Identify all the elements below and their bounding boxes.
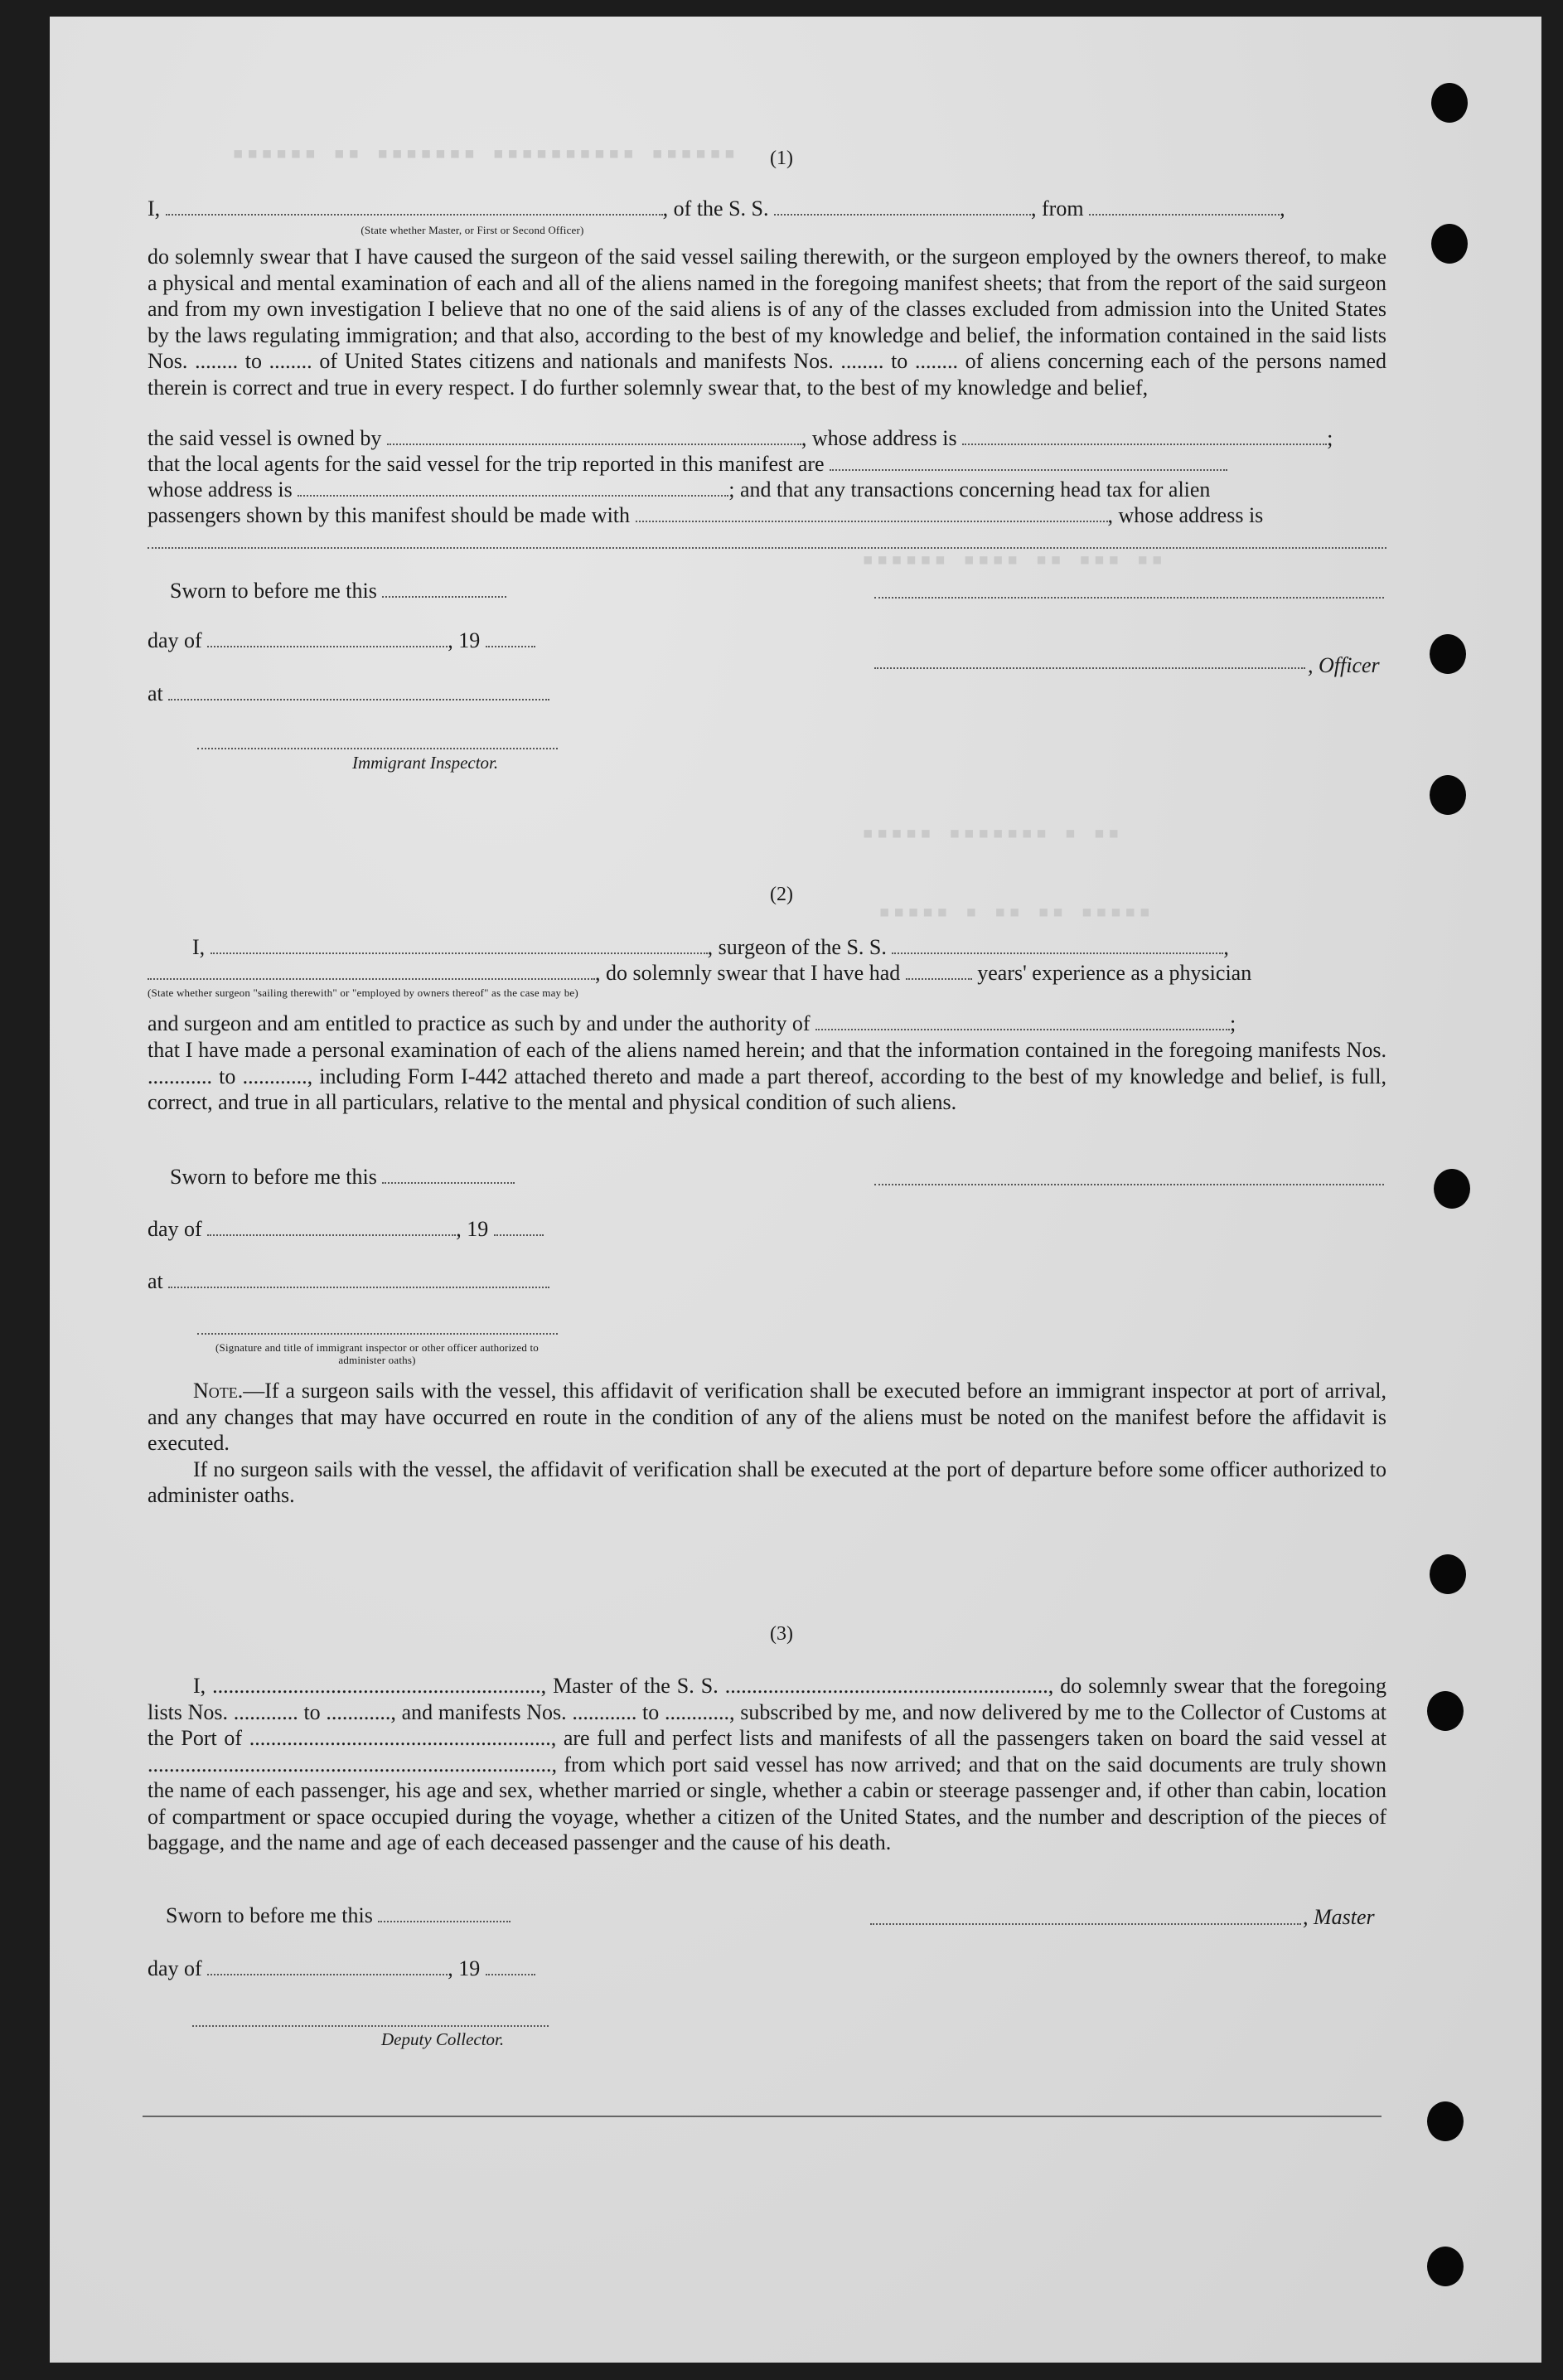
day-of-line-1: day of , 19 — [148, 628, 535, 653]
surgeon-name-line: I, , surgeon of the S. S. , — [192, 935, 1229, 959]
deputy-label: Deputy Collector. — [381, 2029, 505, 2049]
sworn-line-1: Sworn to before me this — [170, 579, 506, 603]
note-block: Note.—If a surgeon sails with the vessel, this affidavit of verification shall be executed before an immigrant inspector at port of arrival, and any changes that may have occurred en route in the condition of any of the aliens must be noted on the manifest before the affidavit is executed. If no surgeon sails with the vessel, the affidavit of verification shall be executed at the port of departure before some officer authorized to administer oaths. — [148, 1379, 1386, 1507]
section-3-heading: (3) — [770, 1623, 793, 1645]
owner-line: the said vessel is owned by , whose address is ; — [148, 426, 1333, 450]
surgeon-type-field[interactable] — [148, 963, 595, 980]
punch-hole — [1430, 775, 1466, 815]
owner-address-field[interactable] — [962, 429, 1327, 445]
signature-caption: (Signature and title of immigrant inspector or other officer authorized to administer oaths) — [215, 1341, 539, 1366]
section-2-body: that I have made a personal examination of each of the aliens named herein; and that the information contained in the foregoing manifests Nos. ............ to ............, including Form I-442 attached thereto and made a part thereof, according to the best of my knowledge and belief, is full, correct, and true in all particulars, relative to the mental and physical condition of such aliens. — [148, 1038, 1386, 1114]
inspector-label: Immigrant Inspector. — [352, 753, 499, 773]
agents-field[interactable] — [830, 454, 1227, 471]
punch-hole — [1427, 2101, 1464, 2141]
years-field[interactable] — [906, 963, 972, 980]
punch-hole — [1434, 1169, 1470, 1209]
officer-caption: (State whether Master, or First or Second Officer) — [361, 224, 584, 236]
authority-line: and surgeon and am entitled to practice as such by and under the authority of ; — [148, 1011, 1236, 1035]
sworn-day-field-3[interactable] — [378, 1906, 511, 1922]
agents-address-line: whose address is ; and that any transactions concerning head tax for alien — [148, 477, 1211, 502]
bleed-through-text: ▪▪▪▪▪▪ ▪▪▪▪ ▪▪ ▪▪▪ ▪▪ — [862, 547, 1166, 570]
officer-name-field[interactable] — [166, 199, 663, 216]
officer-title-line[interactable] — [874, 667, 1305, 669]
owner-field[interactable] — [387, 429, 801, 445]
sworn-day-field-2[interactable] — [382, 1167, 515, 1184]
punch-hole — [1431, 224, 1468, 264]
bleed-through-text: ▪▪▪▪▪ ▪▪▪▪▪▪▪ ▪ ▪▪ — [862, 821, 1123, 844]
section-1-body: do solemnly swear that I have caused the surgeon of the said vessel sailing therewith, or the surgeon employed by the owners thereof, to make a physical and mental examination of each and all of the aliens named in the foregoing manifest sheets; that from the report of the said surgeon and from my own investigation I believe that no one of the said aliens is of any of the classes excluded from admission into the United States by the laws regulating immigration; and that also, according to the best of my knowledge and belief, the information contained in the said lists Nos. ........ to ........ of United States citizens and nationals and manifests Nos. ........ to ........ of aliens concerning each of the persons named therein is correct and true in every respect. I do further solemnly swear that, to the best of my knowledge and belief, — [148, 245, 1386, 400]
month-field-2[interactable] — [207, 1219, 456, 1236]
punch-hole — [1430, 634, 1466, 674]
master-label: , Master — [1303, 1905, 1375, 1929]
agents-address-field[interactable] — [298, 480, 728, 497]
bleed-through-text: ▪▪▪▪▪▪ ▪▪ ▪▪▪▪▪▪▪ ▪▪▪▪▪▪▪▪▪▪ ▪▪▪▪▪▪ — [232, 141, 738, 164]
authority-field[interactable] — [815, 1014, 1230, 1030]
sworn-line-3: Sworn to before me this — [166, 1903, 511, 1928]
officer-label: , Officer — [1308, 653, 1380, 677]
punch-hole — [1427, 2247, 1464, 2286]
punch-hole — [1431, 83, 1468, 123]
place-field-2[interactable] — [168, 1272, 549, 1288]
section-3-body: I, ............................................................., Master of the S. S. ............................................................, do solemnly swear that the foregoing lists Nos. ............ to ............, and manifests Nos. ............ to ............, subscribed by me, and now delivered by me to the Collector of Customs at the Port of ........................................................, are full and perfect lists and manifests of all the passengers taken on board the said vessel at ..........................................................................., from which port said vessel has now arrived; and that on the said documents are truly shown the name of each passenger, his age and sex, whether married or single, whether a cabin or steerage passenger and, if other than cabin, location of compartment or space occupied during the voyage, whether a citizen of the United States, and the number and description of the pieces of baggage, and the name and age of each deceased passenger and the cause of his death. — [148, 1674, 1386, 1854]
punch-hole — [1430, 1554, 1466, 1594]
month-field-1[interactable] — [207, 631, 448, 647]
surgeon-vessel-field[interactable] — [892, 938, 1223, 954]
year-field-1[interactable] — [486, 631, 535, 647]
master-signature-line[interactable] — [870, 1923, 1301, 1925]
surgeon-experience-line: , do solemnly swear that I have had years' experience as a physician — [148, 961, 1251, 986]
surgeon-signature-line[interactable] — [874, 1184, 1384, 1185]
oath-officer-signature-line[interactable] — [197, 1333, 558, 1335]
day-of-line-3: day of , 19 — [148, 1956, 535, 1981]
deputy-signature-line[interactable] — [192, 2025, 549, 2027]
officer-name-line: I, , of the S. S. , from , — [148, 196, 1285, 221]
bottom-rule — [143, 2116, 1382, 2117]
head-tax-contact-field[interactable] — [636, 506, 1108, 522]
at-line-1: at — [148, 681, 549, 706]
inspector-signature-line[interactable] — [197, 748, 558, 749]
place-field-1[interactable] — [168, 684, 549, 700]
vessel-name-field[interactable] — [774, 199, 1031, 216]
bleed-through-text: ▪▪▪▪▪ ▪ ▪▪ ▪▪ ▪▪▪▪▪ — [878, 899, 1154, 923]
section-2-heading: (2) — [770, 884, 793, 905]
departure-port-field[interactable] — [1089, 199, 1280, 216]
sworn-day-field-1[interactable] — [382, 581, 506, 598]
head-tax-line: passengers shown by this manifest should be made with , whose address is — [148, 503, 1264, 527]
month-field-3[interactable] — [207, 1959, 448, 1975]
address-continuation-line[interactable] — [148, 547, 1386, 549]
surgeon-caption: (State whether surgeon "sailing therewith" or "employed by owners thereof" as the case may be) — [148, 986, 578, 999]
officer-signature-line[interactable] — [874, 597, 1384, 599]
sworn-line-2: Sworn to before me this — [170, 1165, 515, 1190]
agents-line: that the local agents for the said vessel for the trip reported in this manifest are — [148, 452, 1227, 477]
year-field-2[interactable] — [494, 1219, 544, 1236]
at-line-2: at — [148, 1269, 549, 1294]
surgeon-name-field[interactable] — [210, 938, 708, 954]
section-1-heading: (1) — [770, 148, 793, 169]
punch-hole — [1427, 1691, 1464, 1731]
year-field-3[interactable] — [486, 1959, 535, 1975]
day-of-line-2: day of , 19 — [148, 1217, 544, 1242]
